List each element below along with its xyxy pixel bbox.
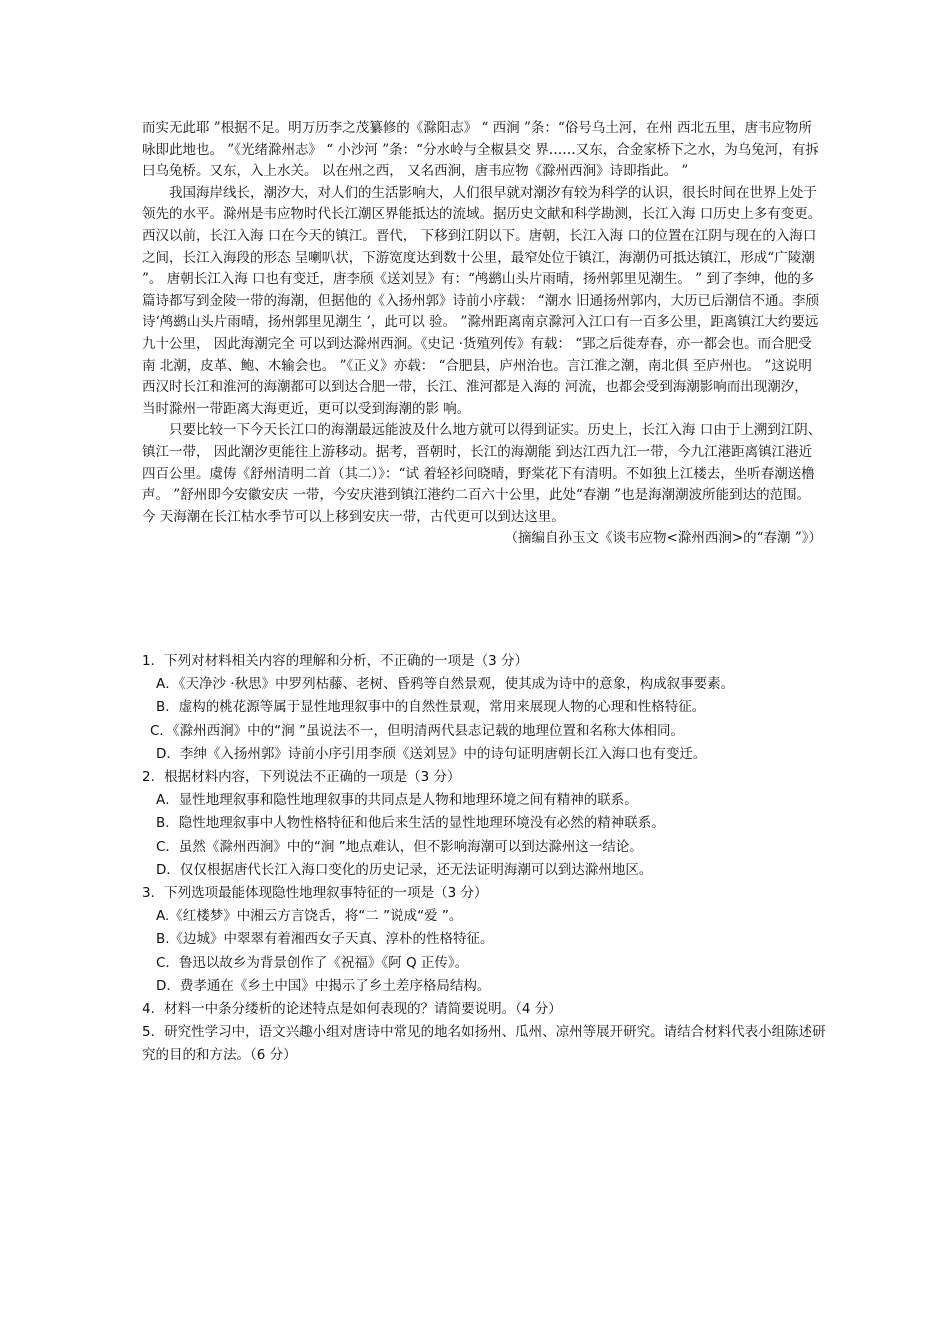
passage-paragraph-2: 我国海岸线长，潮汐大，对人们的生活影响大，人们很早就对潮汐有较为科学的认识，很长时间在世界上处于领先的水平。滁州是韦应物时代长江潮区界能抵达的流域。据历史文献和科学勘测，长江入海 口历史上多有变更。西汉以前，长江入海 口在今天的镇江。晋代， 下移到江阴以下。唐朝，长江入海 口的位置在江阴与现在的入海口之间，长江入海段的形态 呈喇叭状，下游宽度达到数十公里，最窄处位于镇江，海潮仍可抵达镇江，形成“广陵潮 ”。 唐朝长江入海 口也有变迁，唐李颀《送刘昱》有：“鸬鹚山头片雨晴，扬州郭里见潮生。 ” 到了李绅，他的多篇诗都写到金陵一带的海潮，但据他的《入扬州郭》诗前小序载： “潮水 旧通扬州郭内，大历已后潮信不通。李颀诗‘鸬鹚山头片雨晴，扬州郭里见潮生 ’，此可以 验。 ”滁州距离南京滁河入江口有一百多公里，距离镇江大约要远九十公里， 因此海潮完全 可以到达滁州西涧。《史记 ·货殖列传》有载： “郢之后徙寿春，亦一都会也。而合肥受南 北潮，皮革、鲍、木输会也。 ”《正义》亦载： “合肥县，庐州治也。言江淮之潮，南北俱 至庐州也。 ”这说明西汉时长江和淮河的海潮都可以到达合肥一带，长江、淮河都是入海的 河流，也都会受到海潮影响而出现潮汐， 当时滁州一带距离大海更近，更可以受到海潮的影 响。	[142, 184, 822, 417]
question-list	[142, 650, 832, 1068]
question-4	[142, 998, 832, 1021]
question-stem: 5．研究性学习中，语文兴趣小组对唐诗中常见的地名如扬州、瓜州、凉州等展开研究。请结合材料代表小组陈述研究的目的和方法。（6 分）	[142, 1024, 826, 1064]
passage-paragraph-3: 只要比较一下今天长江口的海潮最远能波及什么地方就可以得到证实。历史上，长江入海 口由于上溯到江阴、镇江一带， 因此潮汐更能往上游移动。据考，晋朝时，长江的海潮能 到达江西九江一带，今九江港距离镇江港近四百公里。虞俦《舒州清明二首（其二）》：“试 着轻衫问晓晴，野棠花下有清明。不如独上江楼去，坐听春潮送橹声。 ”舒州即今安徽安庆 一带，今安庆港到镇江港约二百六十公里，此处“春潮 ”也是海潮潮波所能到达的范围。今 天海潮在长江枯水季节可以上移到安庆一带，古代更可以到达这里。	[142, 422, 822, 525]
question-1	[142, 650, 832, 766]
question-option-b: B.《边城》中翠翠有着湘西女子天真、淳朴的性格特征。	[156, 931, 494, 948]
question-5	[142, 1021, 832, 1067]
question-2	[142, 766, 832, 882]
question-option-c: C．《滁州西涧》中的“涧 ”虽说法不一，但明清两代县志记载的地理位置和名称大体相同。	[150, 722, 684, 739]
question-option-d: D．费孝通在《乡土中国》中揭示了乡土差序格局结构。	[156, 977, 491, 994]
question-stem: 3．下列选项最能体现隐性地理叙事特征的一项是（3 分）	[142, 885, 488, 902]
question-option-d: D．仅仅根据唐代长江入海口变化的历史记录，还无法证明海潮可以到达滁州地区。	[156, 861, 653, 878]
question-option-b: B．隐性地理叙事中人物性格特征和他后来生活的显性地理环境没有必然的精神联系。	[156, 815, 665, 832]
question-stem: 2．根据材料内容，下列说法不正确的一项是（3 分）	[142, 769, 461, 786]
question-option-a: A．显性地理叙事和隐性地理叙事的共同点是人物和地理环境之间有精神的联系。	[156, 792, 638, 809]
question-option-b: B．虚构的桃花源等属于显性地理叙事中的自然性景观，常用来展现人物的心理和性格特征。	[156, 699, 706, 716]
reading-passage	[142, 118, 822, 550]
question-option-c: C．虽然《滁州西涧》中的“涧 ”地点难认，但不影响海潮可以到达滁州这一结论。	[156, 838, 643, 855]
question-stem: 4．材料一中条分缕析的论述特点是如何表现的？请简要说明。（4 分）	[142, 1001, 562, 1018]
question-option-a: A．《天净沙 ·秋思》中罗列枯藤、老树、昏鸦等自然景观，使其成为诗中的意象，构成叙事要素。	[156, 676, 735, 693]
question-option-a: A.《红楼梦》中湘云方言饶舌，将“二 ”说成“爱 ”。	[156, 908, 463, 925]
passage-source: （摘编自孙玉文《谈韦应物<滁州西涧>的“春潮 ”》）	[504, 530, 822, 547]
question-3	[142, 882, 832, 998]
question-option-d: D．李绅《入扬州郭》诗前小序引用李颀《送刘昱》中的诗句证明唐朝长江入海口也有变迁。	[156, 745, 707, 762]
passage-paragraph-1: 而实无此耶 ”根据不足。明万历李之茂纂修的《滁阳志》 “ 西涧 ”条：“俗号乌土河，在州 西北五里，唐韦应物所咏即此地也。 ”《光绪滁州志》 “ 小沙河 ”条：“分水岭与全椒县交 界……又东，合金家桥下之水，为乌兔河，有拆曰乌兔桥。又东，入上水关。 以在州之西， 又名西涧，唐韦应物《滁州西涧》诗即指此。 ”	[142, 120, 819, 180]
question-stem: 1．下列对材料相关内容的理解和分析，不正确的一项是（3 分）	[142, 653, 528, 669]
question-option-c: C．鲁迅以故乡为背景创作了《祝福》《阿 Q 正传》。	[156, 954, 469, 971]
